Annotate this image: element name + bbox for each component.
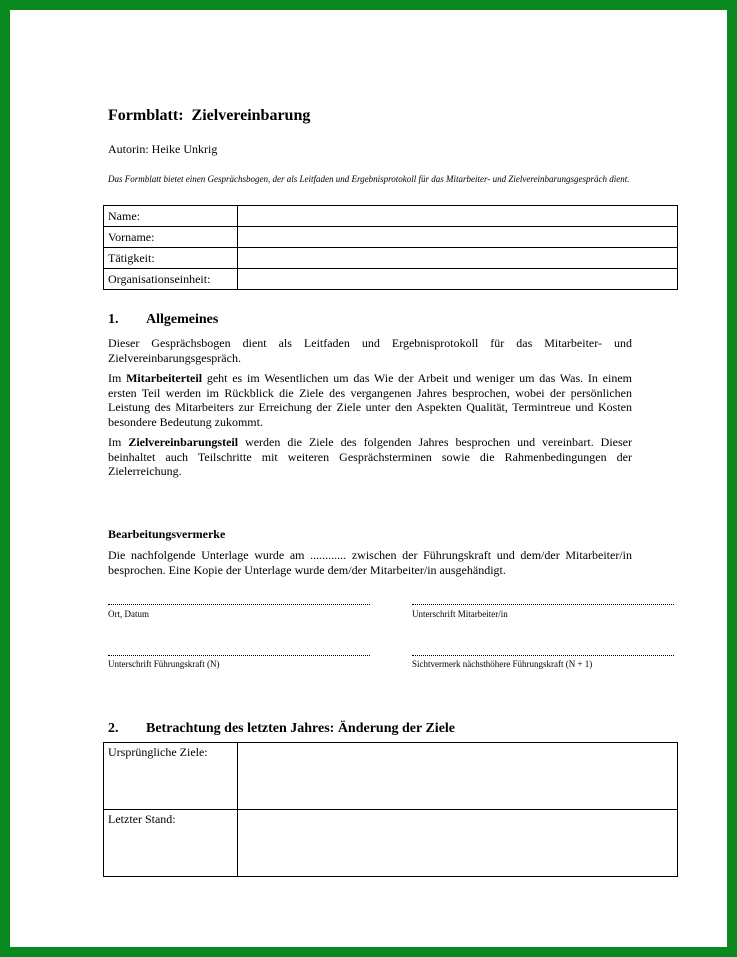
document-page (10, 10, 727, 947)
section-1-paragraph-2 (108, 371, 632, 429)
signature-line-higher-manager[interactable] (412, 655, 674, 656)
para-3-prefix: Im (108, 435, 129, 449)
table-row (104, 269, 678, 290)
section-1-paragraph-1: Dieser Gesprächsbogen dient als Leitfaden und Ergebnisprotokoll für das Mitarbeiter- und Zielvereinbarungsgespräch. (108, 336, 632, 365)
table-row (104, 810, 678, 877)
table-row (104, 248, 678, 269)
document-title: Formblatt: Zielvereinbarung (108, 107, 311, 124)
section-1-title: Allgemeines (146, 312, 219, 327)
signature-label-manager: Unterschrift Führungskraft (N) (108, 659, 220, 669)
goals-field-latest[interactable] (238, 810, 678, 877)
goals-table (103, 742, 678, 877)
section-2-heading (108, 721, 455, 737)
para-2-prefix: Im (108, 371, 127, 385)
signature-line-manager[interactable] (108, 655, 370, 656)
para-3-text: werden die Ziele des folgenden Jahres besprochen und vereinbart. Dieser beinhaltet auch Teilschritte mit weiteren Gesprächsterminen sowie die Rahmenbedingungen der Zielerreichung. (108, 435, 632, 478)
info-field-org-unit[interactable] (238, 269, 678, 290)
goals-label-original: Ursprüngliche Ziele: (104, 743, 238, 810)
table-row (104, 206, 678, 227)
info-field-name[interactable] (238, 206, 678, 227)
section-2-number: 2. (108, 721, 119, 736)
signature-line-place-date[interactable] (108, 604, 370, 605)
para-2-bold-term: Mitarbeiterteil (126, 371, 203, 385)
info-label-activity: Tätigkeit: (104, 248, 238, 269)
section-1-heading (108, 312, 218, 328)
info-field-first-name[interactable] (238, 227, 678, 248)
section-1-paragraph-3 (108, 435, 632, 479)
signature-line-employee[interactable] (412, 604, 674, 605)
document-intro: Das Formblatt bietet einen Gesprächsbogen, der als Leitfaden und Ergebnisprotokoll für das Mitarbeiter- und Zielvereinbarungsgespräch dient. (108, 174, 630, 184)
goals-field-original[interactable] (238, 743, 678, 810)
table-row (104, 227, 678, 248)
info-label-name: Name: (104, 206, 238, 227)
section-2-title: Betrachtung des letzten Jahres: Änderung der Ziele (146, 721, 456, 736)
goals-label-latest: Letzter Stand: (104, 810, 238, 877)
signature-label-place-date: Ort, Datum (108, 609, 149, 619)
para-2-text: geht es im Wesentlichen um das Wie der Arbeit und weniger um das Was. In einem ersten Teil werden im Rückblick die Ziele des vergangenen Jahres besprochen, wobei der persönlichen Leistung des Mitarbeiters zur Erreichung der Ziele unter den Aspekten Qualität, Termintreue und Kosten besondere Bedeutung zukommt. (108, 371, 632, 429)
signature-label-higher-manager: Sichtvermerk nächsthöhere Führungskraft (N + 1) (412, 659, 593, 669)
para-3-bold-term: Zielvereinbarungsteil (128, 435, 239, 449)
signature-label-employee: Unterschrift Mitarbeiter/in (412, 609, 508, 619)
processing-text: Die nachfolgende Unterlage wurde am ............ zwischen der Führungskraft und dem/der Mitarbeiter/in besprochen. Eine Kopie der Unterlage wurde dem/der Mitarbeiter/in ausgehändigt. (108, 548, 632, 577)
info-label-first-name: Vorname: (104, 227, 238, 248)
personal-info-table (103, 205, 678, 290)
info-field-activity[interactable] (238, 248, 678, 269)
table-row (104, 743, 678, 810)
section-1-number: 1. (108, 312, 119, 327)
info-label-org-unit: Organisationseinheit: (104, 269, 238, 290)
processing-heading: Bearbeitungsvermerke (108, 527, 226, 541)
document-content (10, 10, 727, 947)
document-author: Autorin: Heike Unkrig (108, 142, 218, 156)
